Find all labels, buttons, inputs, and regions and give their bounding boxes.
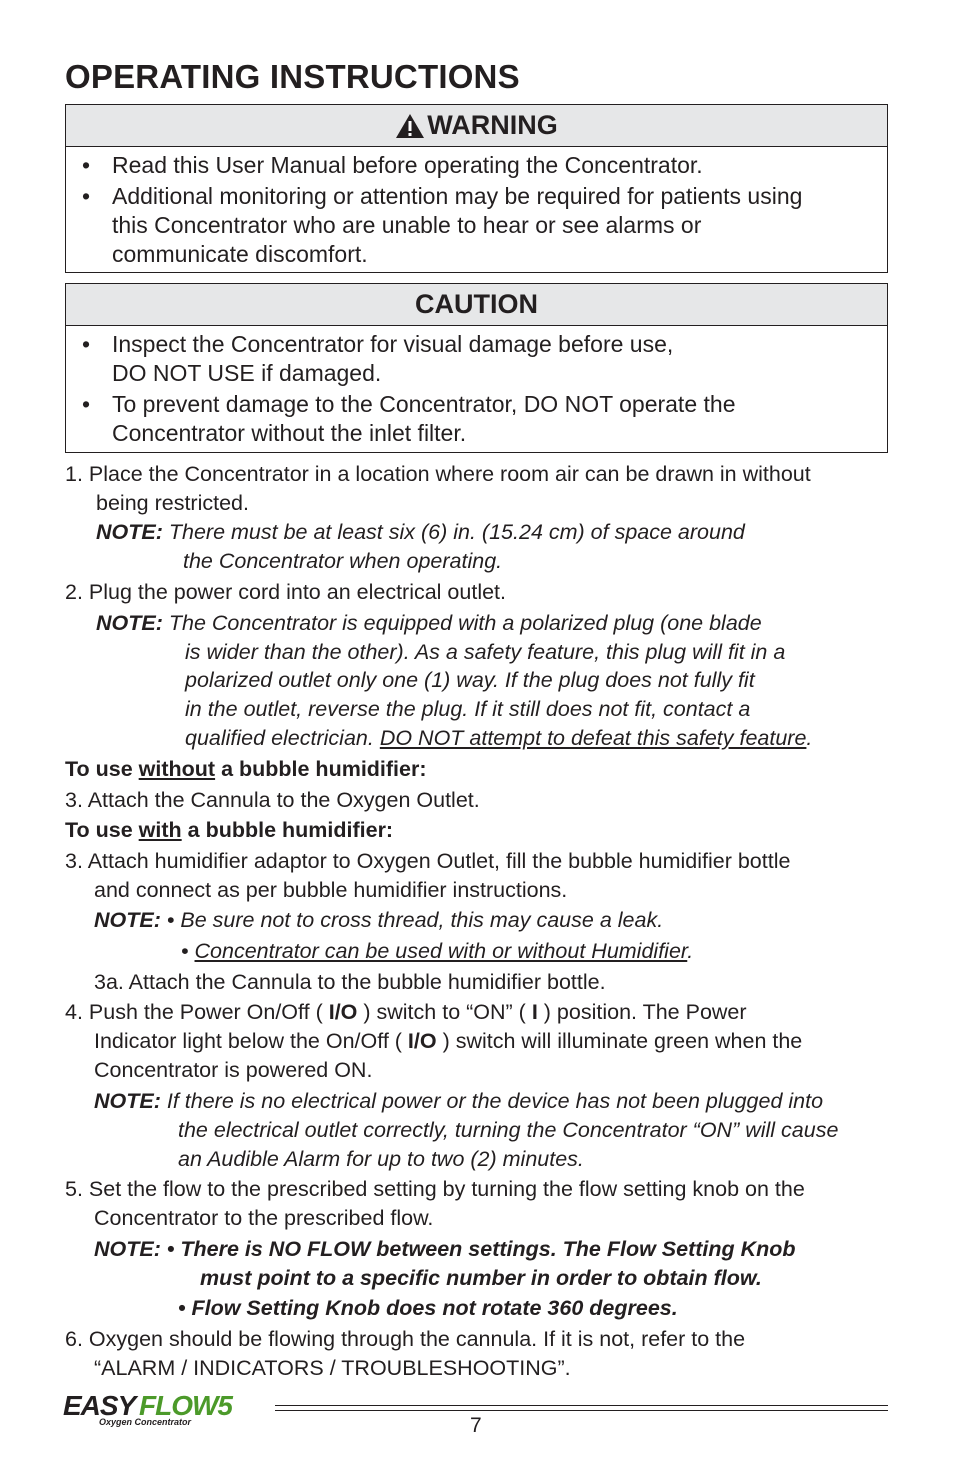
step-1-note: NOTE: There must be at least six (6) in. (15.24 cm) of space around [96,520,745,544]
caution-item: • To prevent damage to the Concentrator, DO NOT operate the Concentrator without the inlet filter. [82,391,736,446]
step-3-note: • Concentrator can be used with or without Humidifier. [181,939,694,963]
page-number: 7 [470,1414,482,1437]
step-2-line: 2. Plug the power cord into an electrical outlet. [65,580,507,604]
step-1-line: being restricted. [96,491,249,515]
subheading-with-humidifier: To use with a bubble humidifier: [65,818,394,842]
step-4-line: Indicator light below the On/Off ( I/O ) switch will illuminate green when the [94,1029,803,1053]
step-1-note: the Concentrator when operating. [183,549,503,573]
step-2-note: is wider than the other). As a safety feature, this plug will fit in a [185,640,786,664]
caution-header [66,284,887,326]
step-3-humidifier-line: and connect as per bubble humidifier instructions. [94,878,568,902]
step-2-note: NOTE: The Concentrator is equipped with a polarized plug (one blade [96,611,762,635]
step-4-note: NOTE: If there is no electrical power or the device has not been plugged into [94,1089,824,1113]
on-off-symbol: I/O [407,1029,437,1053]
step-4-line: Concentrator is powered ON. [94,1058,373,1082]
svg-text:Oxygen Concentrator: Oxygen Concentrator [99,1417,192,1427]
step-3-humidifier-line: 3. Attach humidifier adaptor to Oxygen Outlet, fill the bubble humidifier bottle [65,849,791,873]
step-5-note: • Flow Setting Knob does not rotate 360 degrees. [178,1296,678,1320]
step-5-line: Concentrator to the prescribed flow. [94,1206,434,1230]
step-6-line: “ALARM / INDICATORS / TROUBLESHOOTING”. [94,1356,571,1380]
svg-text:FLOW5: FLOW5 [139,1390,232,1421]
footer-rule [275,1405,888,1406]
step-6-line: 6. Oxygen should be flowing through the cannula. If it is not, refer to the [65,1327,746,1351]
caution-item: • Inspect the Concentrator for visual damage before use, DO NOT USE if damaged. [82,331,674,386]
step-3a-line: 3a. Attach the Cannula to the bubble humidifier bottle. [94,970,606,994]
step-2-note: polarized outlet only one (1) way. If the plug does not fully fit [185,668,755,692]
warning-item: • Additional monitoring or attention may be required for patients using this Concentrator who are unable to hear or see alarms or communicate discomfort. [82,183,803,267]
warning-header [66,105,887,147]
footer-rule [275,1410,888,1411]
step-5-note: must point to a specific number in order to obtain flow. [200,1266,762,1290]
step-2-note: in the outlet, reverse the plug. If it still does not fit, contact a [185,697,751,721]
warning-triangle-icon [395,113,425,139]
subheading-without-humidifier: To use without a bubble humidifier: [65,757,427,781]
warning-box [65,104,888,273]
warning-item: • Read this User Manual before operating the Concentrator. [82,152,703,178]
step-4-line: 4. Push the Power On/Off ( I/O ) switch to “ON” ( I ) position. The Power [65,1000,747,1024]
step-4-note: an Audible Alarm for up to two (2) minutes. [178,1147,584,1171]
caution-box [65,283,888,453]
step-3-note: NOTE: • Be sure not to cross thread, this may cause a leak. [94,908,664,932]
step-5-note: NOTE: • There is NO FLOW between settings. The Flow Setting Knob [94,1237,796,1261]
on-symbol: I [531,1000,538,1024]
caution-heading: CAUTION [415,289,538,319]
warning-heading: WARNING [427,110,558,140]
step-3-line: 3. Attach the Cannula to the Oxygen Outlet. [65,788,480,812]
step-5-line: 5. Set the flow to the prescribed setting by turning the flow setting knob on the [65,1177,805,1201]
page-title: OPERATING INSTRUCTIONS [65,58,520,95]
easyflow5-logo [63,1388,268,1428]
step-1-line: 1. Place the Concentrator in a location where room air can be drawn in without [65,462,811,486]
svg-text:EASY: EASY [63,1390,136,1421]
on-off-symbol: I/O [328,1000,358,1024]
step-4-note: the electrical outlet correctly, turning the Concentrator “ON” will cause [178,1118,839,1142]
step-2-note: qualified electrician. DO NOT attempt to defeat this safety feature. [185,726,813,750]
